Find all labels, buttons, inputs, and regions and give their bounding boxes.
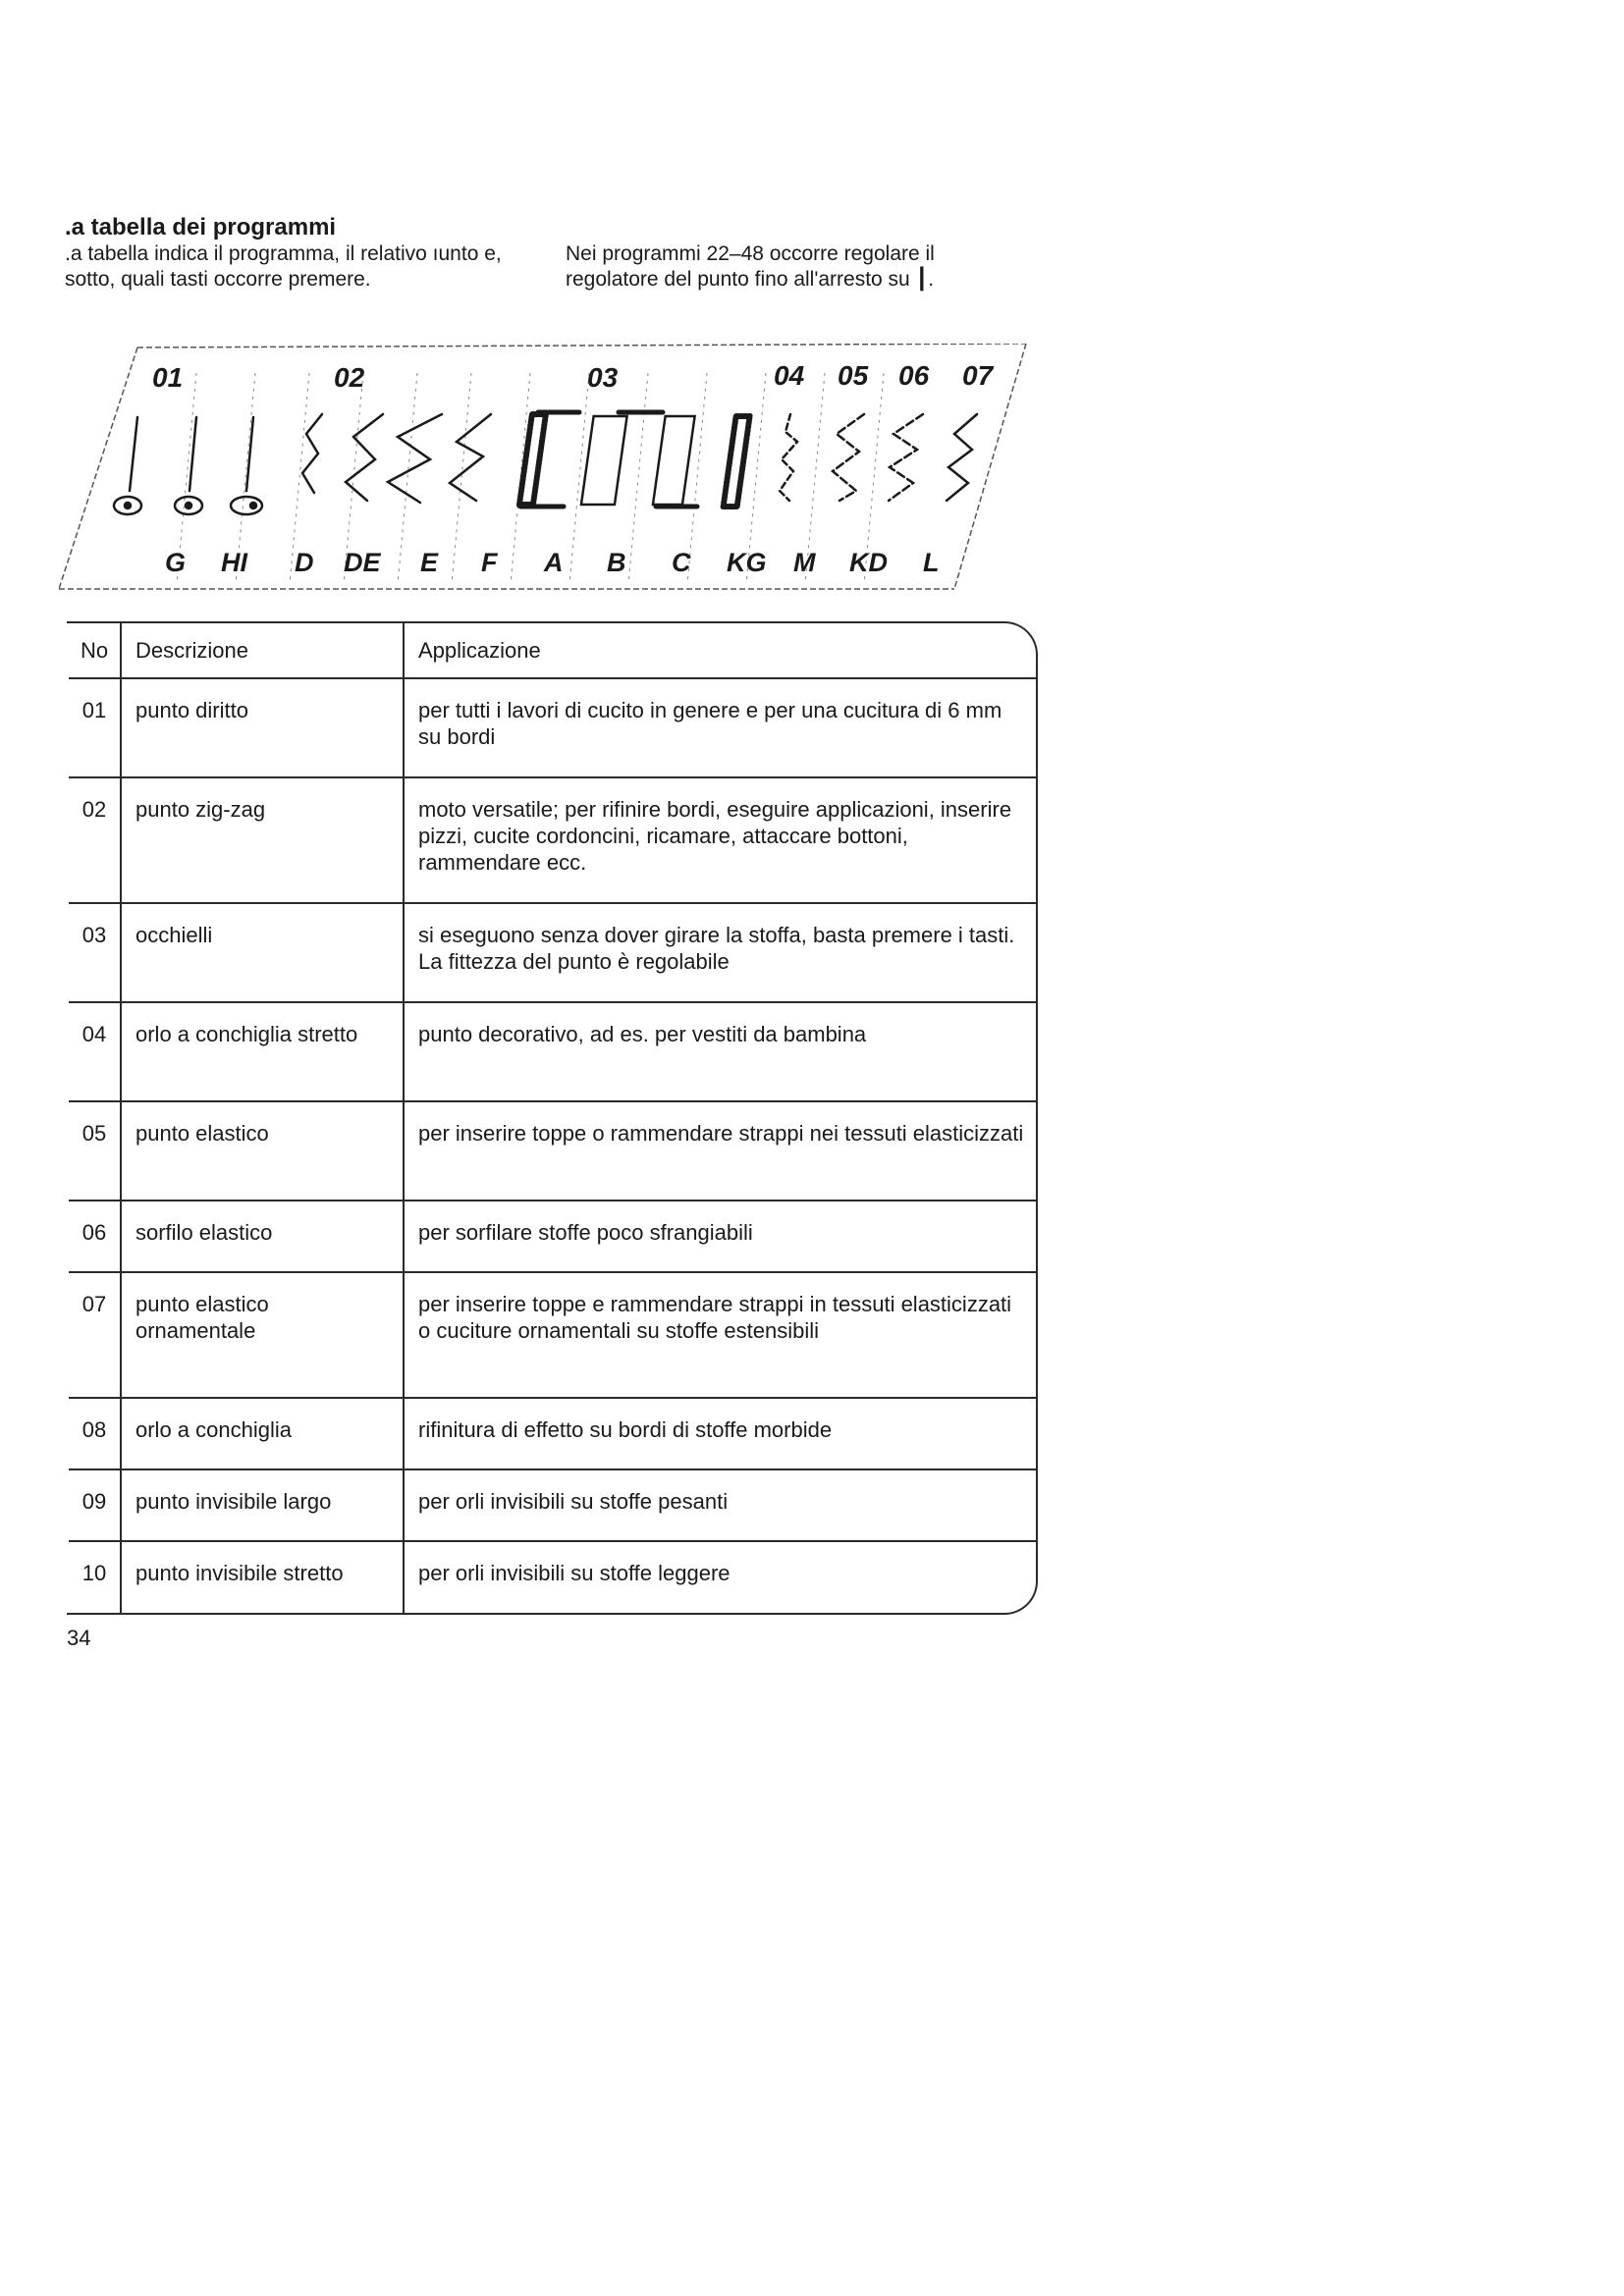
row-no: 06 (69, 1201, 121, 1272)
row-desc: punto invisibile largo (121, 1469, 404, 1541)
shell-stitch-narrow-icon (780, 414, 797, 501)
key-letter-hi: HI (221, 548, 247, 577)
header-descrizione: Descrizione (121, 623, 404, 678)
row-no: 01 (69, 678, 121, 777)
program-number-06: 06 (898, 360, 930, 391)
buttonhole-icon-3 (653, 416, 697, 507)
table-row (69, 1201, 1036, 1272)
table-row (69, 1469, 1036, 1541)
row-no: 03 (69, 903, 121, 1002)
row-no: 04 (69, 1002, 121, 1101)
program-table-grid (69, 623, 1036, 1613)
zigzag-narrow-icon (302, 414, 322, 493)
zigzag-medium-icon (346, 414, 383, 501)
table-row (69, 1398, 1036, 1469)
heading-block (65, 214, 516, 293)
header-applicazione: Applicazione (404, 623, 1036, 678)
table-row (69, 1272, 1036, 1398)
page-title: .a tabella dei programmi (65, 214, 337, 240)
ornamental-elastic-icon (947, 414, 977, 501)
row-app: per sorfilare stoffe poco sfrangiabili (404, 1201, 1036, 1272)
program-number-01: 01 (152, 362, 184, 393)
intro-left-text: .a tabella indica il programma, il relativo ıunto e, sotto, quali tasti occorre premere. (65, 242, 502, 291)
table-header-row (69, 623, 1036, 678)
row-desc: sorfilo elastico (121, 1201, 404, 1272)
key-letter-a: A (544, 548, 564, 577)
row-desc: punto diritto (121, 678, 404, 777)
row-app: per inserire toppe o rammendare strappi nei tessuti elasticizzati (404, 1101, 1036, 1201)
row-app: per inserire toppe e rammendare strappi in tessuti elasticizzati o cuciture ornamentali su stoffe estensibili (404, 1272, 1036, 1398)
row-desc: punto zig-zag (121, 777, 404, 903)
key-letter-m: M (793, 548, 816, 577)
row-desc: orlo a conchiglia stretto (121, 1002, 404, 1101)
row-desc: punto elastico (121, 1101, 404, 1201)
program-table (69, 623, 1036, 1613)
row-no: 07 (69, 1272, 121, 1398)
row-desc: orlo a conchiglia (121, 1398, 404, 1469)
zigzag-wide-icon (388, 414, 442, 503)
key-letter-kg: KG (727, 548, 767, 577)
stitch-panel-diagram (59, 344, 1031, 599)
key-letter-c: C (672, 548, 691, 577)
program-number-02: 02 (334, 362, 365, 393)
row-app: rifinitura di effetto su bordi di stoffe morbide (404, 1398, 1036, 1469)
key-letter-b: B (607, 548, 626, 577)
straight-stitch-right-icon (231, 417, 262, 514)
elastic-stitch-icon (833, 414, 864, 501)
row-app: per orli invisibili su stoffe leggere (418, 1561, 731, 1585)
row-no: 05 (69, 1101, 121, 1201)
stitch-panel-svg (59, 344, 1031, 599)
straight-stitch-center-icon (175, 417, 202, 514)
program-number-04: 04 (774, 360, 805, 391)
buttonhole-icon-1 (519, 412, 579, 507)
row-app: si eseguono senza dover girare la stoffa, basta premere i tasti. La fittezza del punto è regolabile (404, 903, 1036, 1002)
straight-stitch-icon (114, 417, 141, 514)
row-app: punto decorativo, ad es. per vestiti da bambina (404, 1002, 1036, 1101)
key-letter-e: E (420, 548, 439, 577)
row-no: 08 (69, 1398, 121, 1469)
table-row (69, 903, 1036, 1002)
key-letter-f: F (481, 548, 498, 577)
row-desc: punto invisibile stretto (121, 1541, 404, 1613)
table-row (69, 1101, 1036, 1201)
row-no: 09 (69, 1469, 121, 1541)
table-row (69, 1002, 1036, 1101)
table-row (69, 777, 1036, 903)
row-app: per orli invisibili su stoffe pesanti (404, 1469, 1036, 1541)
program-number-07: 07 (962, 360, 994, 391)
table-row (69, 678, 1036, 777)
intro-right-text: Nei programmi 22–48 occorre regolare il regolatore del punto fino all'arresto su ┃. (566, 242, 935, 291)
row-no: 10 (69, 1541, 121, 1613)
row-no: 02 (69, 777, 121, 903)
row-desc: punto elastico ornamentale (121, 1272, 404, 1398)
row-app: per tutti i lavori di cucito in genere e per una cucitura di 6 mm su bordi (404, 678, 1036, 777)
program-number-05: 05 (838, 360, 869, 391)
zigzag-dense-icon (450, 414, 491, 501)
buttonhole-icon-4 (724, 416, 750, 507)
header-no: No (69, 623, 121, 678)
row-app: moto versatile; per rifinire bordi, eseguire applicazioni, inserire pizzi, cucite cordoncini, ricamare, attaccare bottoni, rammendare ecc. (404, 777, 1036, 903)
buttonhole-icon-2 (581, 412, 663, 505)
key-letter-kd: KD (849, 548, 888, 577)
overlock-stitch-icon (889, 414, 923, 501)
key-letter-g: G (165, 548, 187, 577)
table-row (69, 1541, 1036, 1613)
row-desc: occhielli (121, 903, 404, 1002)
key-letter-de: DE (344, 548, 381, 577)
key-letter-l: L (923, 548, 940, 577)
key-letter-d: D (295, 548, 314, 577)
program-number-03: 03 (587, 362, 619, 393)
page-number: 34 (67, 1626, 91, 1650)
